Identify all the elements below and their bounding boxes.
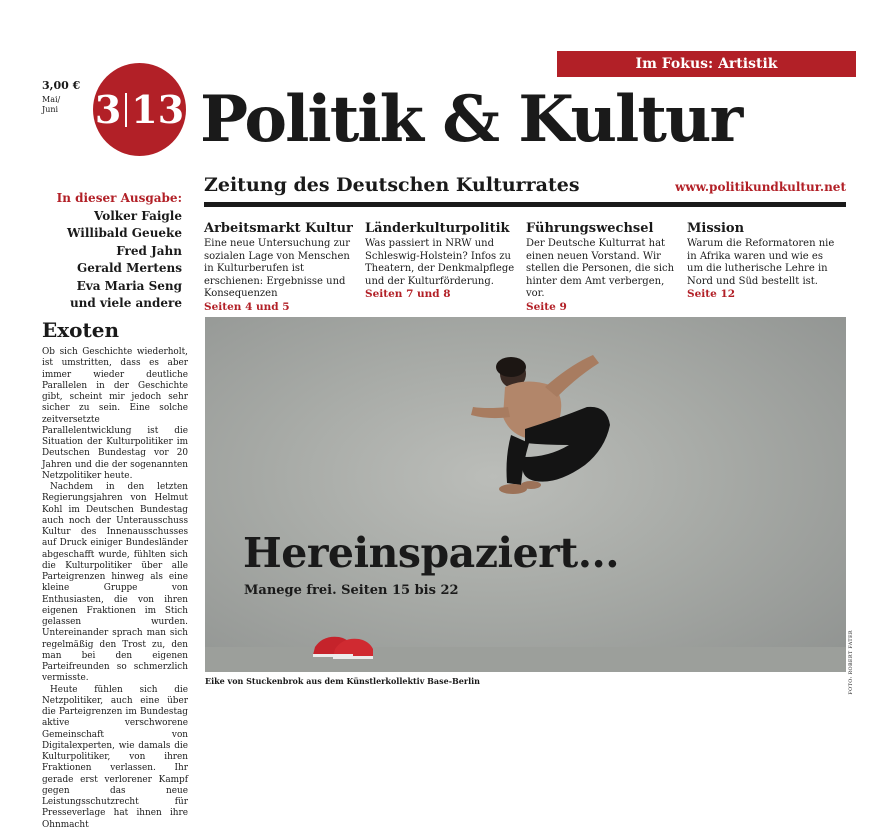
acrobat-foot xyxy=(521,481,541,489)
acrobat-arm-up xyxy=(545,355,599,397)
teaser-arbeitsmarkt[interactable] xyxy=(204,221,365,313)
editorial-title: Exoten xyxy=(42,318,120,342)
teaser-pages[interactable]: Seite 9 xyxy=(526,300,567,313)
contents-item: Eva Maria Seng xyxy=(76,278,182,293)
contents-item: Fred Jahn xyxy=(116,243,182,258)
acrobat-figure xyxy=(205,317,846,672)
teaser-laenderkulturpolitik[interactable] xyxy=(365,221,526,313)
teaser-fuehrungswechsel[interactable] xyxy=(526,221,687,313)
teaser-text: Eine neue Untersuchung zur sozialen Lage von Menschen in Kulturberufen ist erschienen: Ergebnisse und Konsequenzen xyxy=(204,238,351,299)
feature-photo[interactable] xyxy=(205,317,846,672)
masthead-rule xyxy=(204,202,846,207)
contents-heading: In dieser Ausgabe: xyxy=(56,191,182,205)
editorial-paragraph: Ob sich Geschichte wiederholt, ist umstritten, dass es aber immer wieder deutliche Parallelen in der Geschichte gibt, scheint mir jedoch sehr sicher zu sein. Eine solche zeitversetzte Parallelentwicklung ist die Situation der Kulturpolitiker im Deutschen Bundestag vor 20 Jahren und die der sogenannten Netzpolitiker heute. xyxy=(42,347,188,481)
masthead-title: Politik & Kultur xyxy=(200,82,742,157)
contents-item: Volker Faigle xyxy=(93,208,182,223)
teaser-pages[interactable]: Seiten 7 und 8 xyxy=(365,288,451,300)
issue-separator xyxy=(125,93,127,127)
teaser-pages[interactable]: Seiten 4 und 5 xyxy=(204,300,290,313)
masthead-tagline: Zeitung des Deutschen Kulturrates xyxy=(204,174,580,196)
price: 3,00 € xyxy=(42,79,81,92)
editorial-body xyxy=(42,347,188,830)
teaser-row xyxy=(204,221,849,313)
feature-headline: Hereinspaziert... xyxy=(243,529,620,577)
issue-date xyxy=(42,95,72,115)
issue-number-badge xyxy=(93,63,186,156)
website-link[interactable]: www.politikundkultur.net xyxy=(675,180,846,194)
acrobat-hair xyxy=(496,357,526,377)
issue-year: 13 xyxy=(131,87,185,132)
teaser-text: Warum die Reformatoren nie in Afrika waren und wie es um die lutherische Lehre in Nord und Süd bestellt ist. xyxy=(687,238,835,287)
issue-date-month-2: Juni xyxy=(42,105,59,114)
teaser-title: Arbeitsmarkt Kultur xyxy=(204,221,353,236)
teaser-title: Länderkulturpolitik xyxy=(365,221,510,236)
editorial-paragraph: Heute fühlen sich die Netzpolitiker, auch eine über die Parteigrenzen im Bundestag aktive verschworene Gemeinschaft von Digitalexperten, wie damals die Kulturpolitiker, von ihren Fraktionen verlassen. Ihr gerade erst verlorener Kampf gegen das neue Leistungsschutzrecht für Presseverlage hat ihnen ihre Ohnmacht xyxy=(42,684,188,830)
contents-list xyxy=(42,190,182,313)
teaser-text: Der Deutsche Kulturrat hat einen neuen Vorstand. Wir stellen die Personen, die sich hinter dem Amt verbergen, vor. xyxy=(526,238,675,299)
photo-caption: Eike von Stuckenbrok aus dem Künstlerkollektiv Base-Berlin xyxy=(205,676,480,686)
issue-number: 3 xyxy=(94,87,122,132)
editorial-paragraph: Nachdem in den letzten Regierungsjahren von Helmut Kohl im Deutschen Bundestag auch noch der Unterausschuss Kultur des Innenausschusses auf Druck einiger Bundesländer abgeschafft wurde, fühlten sich die Kulturpolitiker über alle Parteigrenzen hinweg als eine kleine Gruppe von Enthusiasten, die von ihren eigenen Fraktionen im Stich gelassen wurden. Untereinander sprach man sich regelmäßig den Trost zu, den man bei den eigenen Parteifreunden so schmerzlich vermisste. xyxy=(42,482,188,684)
teaser-pages[interactable]: Seite 12 xyxy=(687,288,736,300)
issue-date-month-1: Mai/ xyxy=(42,95,61,104)
contents-item: Willibald Geueke xyxy=(67,226,182,240)
teaser-text: Was passiert in NRW und Schleswig-Holstein? Infos zu Theatern, der Denkmalpflege und der Kulturförderung. xyxy=(365,238,515,287)
teaser-title: Mission xyxy=(687,221,745,236)
acrobat-arm-left xyxy=(471,407,510,418)
photo-credit: FOTO: ROBERT FATER xyxy=(848,630,854,695)
contents-item: Gerald Mertens xyxy=(76,261,182,275)
sneaker-sole xyxy=(333,656,373,659)
teaser-title: Führungswechsel xyxy=(526,221,654,236)
teaser-mission[interactable] xyxy=(687,221,848,313)
focus-banner[interactable]: Im Fokus: Artistik xyxy=(557,51,856,77)
contents-item: und viele andere xyxy=(69,296,182,310)
feature-subhead[interactable]: Manege frei. Seiten 15 bis 22 xyxy=(244,583,459,598)
